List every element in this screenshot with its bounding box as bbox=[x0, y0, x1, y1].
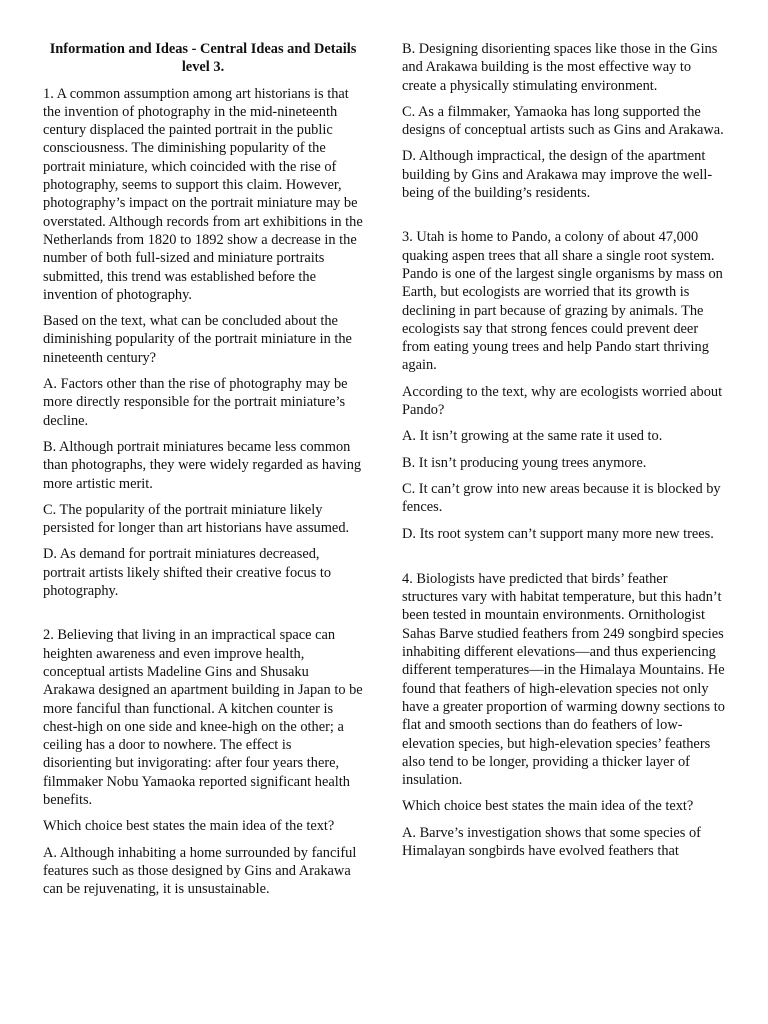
q1-choice-c: C. The popularity of the portrait miniature likely persisted for longer than art historians have assumed. bbox=[43, 501, 350, 537]
q2-choice-b: B. Designing disorienting spaces like those in the Gins and Arakawa building is the most effective way to create a physically stimulating environment. bbox=[402, 41, 718, 94]
q4-passage: 4. Biologists have predicted that birds’ feather structures vary with habitat temperature, but this hadn’t been tested in mountain environments. Ornithologist Sahas Barve studied feathers from 249 songbird species inhabiting different elevations—and thus experiencing different temperatures—in the Himalaya Mountains. He found that feathers of high-elevation species not only have a greater proportion of warming downy sections to flat and smooth sections than do feathers of low-elevation species, but high-elevation species’ feathers also tend to be longer, providing a thicker layer of insulation. bbox=[402, 570, 725, 789]
q3-passage: 3. Utah is home to Pando, a colony of about 47,000 quaking aspen trees that all share a single root system. Pando is one of the largest single organisms by mass on Earth, but ecologists are worried that its growth is declining in part because of grazing by animals. The ecologists say that strong fences could prevent deer from eating young trees and help Pando start thriving again. bbox=[402, 229, 723, 374]
q3-choice-a: A. It isn’t growing at the same rate it used to. bbox=[402, 428, 663, 445]
q1-question: Based on the text, what can be concluded about the diminishing popularity of the portrait miniature in the nineteenth century? bbox=[43, 313, 352, 366]
q2-choice-a: A. Although inhabiting a home surrounded by fanciful features such as those designed by Gins and Arakawa can be rejuvenating, it is unsustainable. bbox=[43, 844, 357, 898]
q1-passage: 1. A common assumption among art historians is that the invention of photography in the mid-nineteenth century displaced the painted portrait in the public consciousness. The diminishing popularity of the portrait miniature, which coincided with the rise of photography, seems to support this claim. However, photography’s impact on the portrait miniature may be overstated. Although records from art exhibitions in the Netherlands from 1820 to 1892 show a decrease in the number of both full-sized and miniature portraits submitted, this trend was established before the invention of photography. bbox=[43, 85, 363, 303]
q4-choice-a: A. Barve’s investigation shows that some species of Himalayan songbirds have evolved feathers that bbox=[402, 824, 701, 859]
q2-passage: 2. Believing that living in an impractical space can heighten awareness and even improve health, conceptual artists Madeline Gins and Shusaku Arakawa designed an apartment building in Japan to be more fanciful than functional. A kitchen counter is chest-high on one side and knee-high on the other; a ceiling has a door to nowhere. The effect is disorienting but invigorating: after four years there, filmmaker Nobu Yamaoka reported significant health benefits. bbox=[43, 627, 363, 808]
left-column bbox=[43, 40, 363, 906]
q3-choice-c: C. It can’t grow into new areas because it is blocked by fences. bbox=[402, 480, 721, 516]
q1-choice-d: D. As demand for portrait miniatures decreased, portrait artists likely shifted their creative focus to photography. bbox=[43, 546, 332, 600]
q4-question: Which choice best states the main idea of the text? bbox=[402, 798, 694, 815]
q1-choice-b: B. Although portrait miniatures became less common than photographs, they were widely regarded as having more artistic merit. bbox=[43, 438, 362, 492]
q3-choice-b: B. It isn’t producing young trees anymore. bbox=[402, 454, 647, 471]
q2-choice-c: C. As a filmmaker, Yamaoka has long supported the designs of conceptual artists such as Gins and Arakawa. bbox=[402, 103, 724, 139]
page-title: Information and Ideas - Central Ideas and Details level 3. bbox=[49, 41, 357, 76]
q3-choice-d: D. Its root system can’t support many more new trees. bbox=[402, 525, 714, 542]
right-column bbox=[402, 40, 725, 868]
q1-choice-a: A. Factors other than the rise of photography may be more directly responsible for the portrait miniature’s decline. bbox=[43, 376, 348, 429]
q3-question: According to the text, why are ecologists worried about Pando? bbox=[402, 383, 723, 419]
q2-choice-d: D. Although impractical, the design of the apartment building by Gins and Arakawa may improve the well-being of the building’s residents. bbox=[402, 148, 713, 202]
q2-question: Which choice best states the main idea of the text? bbox=[43, 818, 335, 835]
